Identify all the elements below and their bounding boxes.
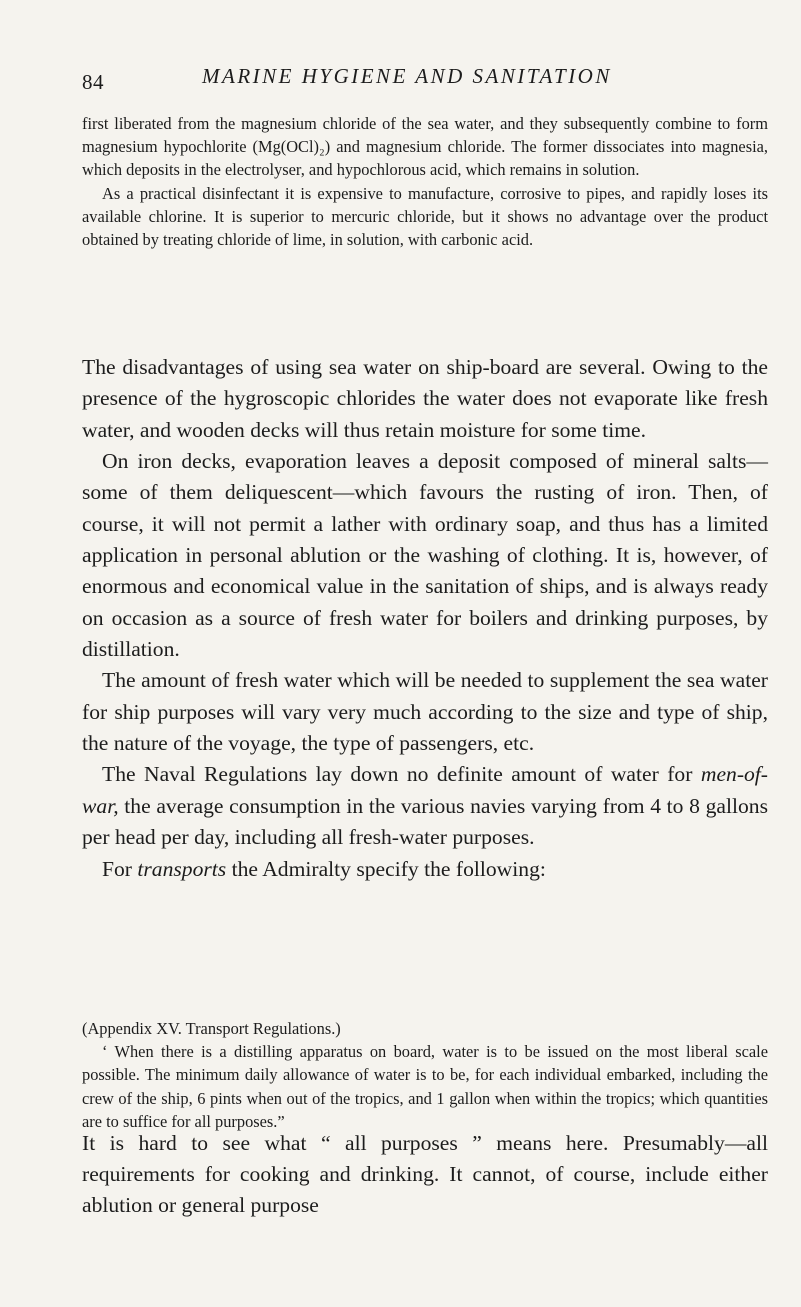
running-head: MARINE HYGIENE AND SANITATION — [202, 64, 612, 88]
appendix-reference: (Appendix XV. Transport Regulations.) — [82, 1019, 341, 1038]
main-text — [82, 352, 768, 885]
paragraph-disinfectant: As a practical disinfectant it is expensive to manufacture, corrosive to pipes, and rapidly loses its available chlorine. It is superior to mercuric chloride, but it shows no advantage over the product obtained by treating chloride of lime, in solution, with carbonic acid. — [82, 183, 768, 250]
paragraph-iron-decks: On iron decks, evaporation leaves a deposit composed of mineral salts—some of them deliquescent—which favours the rusting of iron. Then, of course, it will not permit a lather with ordinary soap, and thus has a limited application in personal ablution or the washing of clothing. It is, however, of enormous and economical value in the sanitation of ships, and is always ready on occasion as a source of fresh water for boilers and drinking purposes, by distillation. — [82, 449, 768, 662]
paragraph-hypochlorite: first liberated from the magnesium chloride of the sea water, and they subsequently combine to form magnesium hypochlorite (Mg(OCl)₂) and magnesium chloride. The former dissociates into magnesia, which deposits in the electrolyser, and hypochlorous acid, which remains in solution. — [82, 114, 768, 180]
page-header — [82, 64, 762, 94]
top-small-text — [82, 112, 768, 251]
paragraph-naval-regulations: The Naval Regulations lay down no definite amount of water for men-of-war, the average consumption in the various navies varying from 4 to 8 gallons per head per day, including all fresh-water purposes. — [82, 762, 768, 850]
italic-men-of-war: men-of-war, — [82, 762, 768, 818]
closing-text — [82, 1128, 768, 1221]
page-number: 84 — [82, 70, 104, 94]
paragraph-all-purposes: It is hard to see what “ all purposes ” means here. Presumably—all requirements for cooking and drinking. It cannot, of course, include either ablution or general purpose — [82, 1131, 768, 1217]
paragraph-transports: For transports the Admiralty specify the following: — [102, 856, 546, 881]
regulation-text: ‘ When there is a distilling apparatus on board, water is to be issued on the most liberal scale possible. The minimum daily allowance of water is to be, for each individual embarked, including the crew of the ship, 6 pints when out of the tropics, and 1 gallon when within the tropics; which quantities are to suffice for all purposes.” — [82, 1042, 768, 1131]
quoted-regulation — [82, 1017, 768, 1133]
italic-transports: transports — [137, 856, 227, 881]
paragraph-disadvantages: The disadvantages of using sea water on ship-board are several. Owing to the presence of the hygroscopic chlorides the water does not evaporate like fresh water, and wooden decks will thus retain moisture for some time. — [82, 355, 768, 442]
paragraph-fresh-water-amount: The amount of fresh water which will be needed to supplement the sea water for ship purposes will vary very much according to the size and type of ship, the nature of the voyage, the type of passengers, etc. — [82, 668, 768, 756]
